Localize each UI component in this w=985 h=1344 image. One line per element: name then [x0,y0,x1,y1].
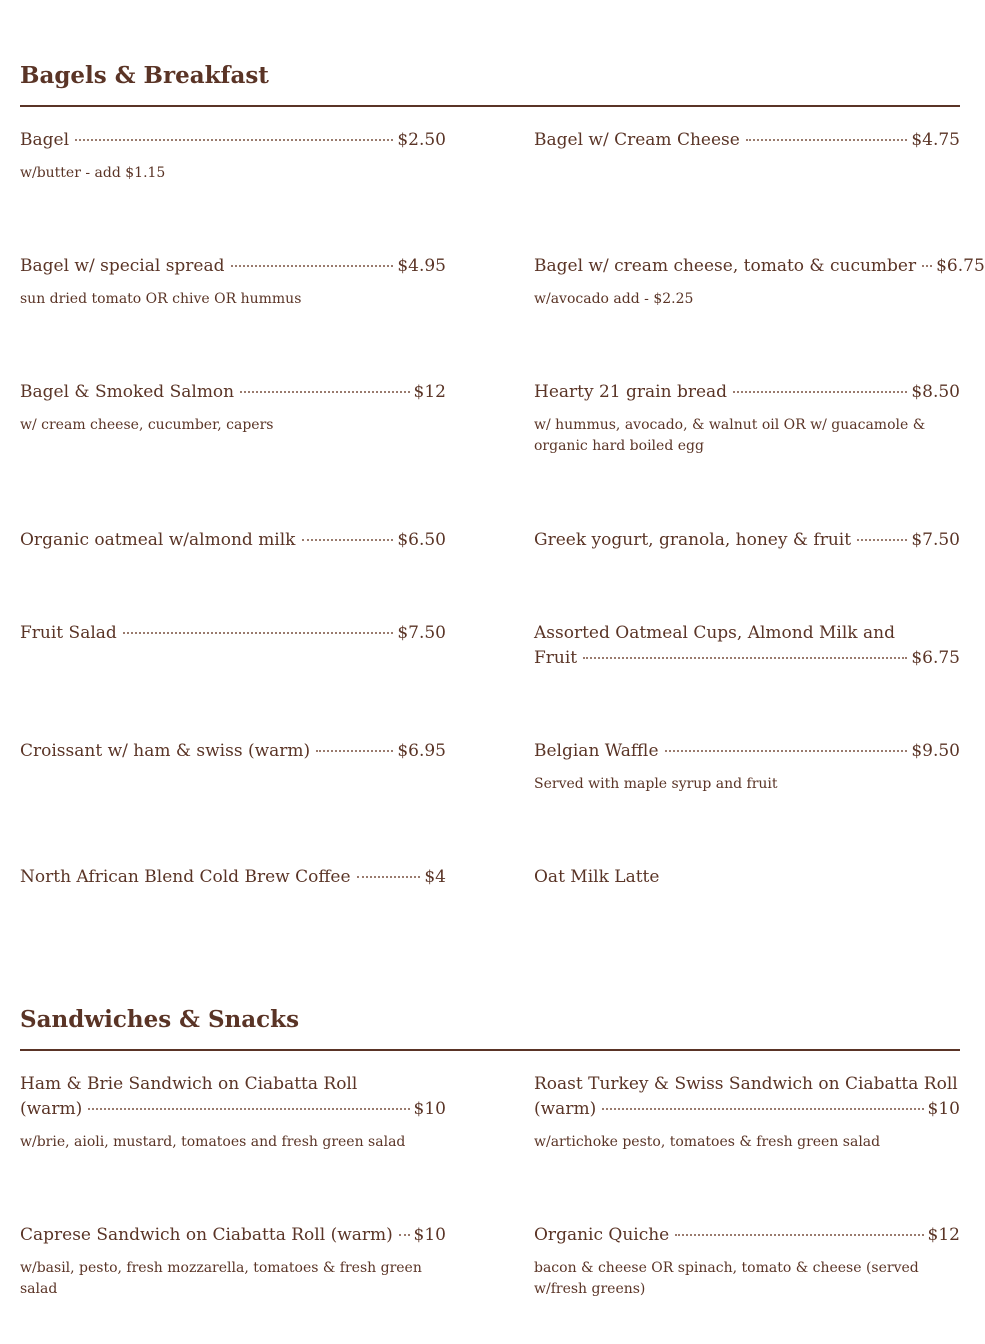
section-title-bagels-breakfast: Bagels & Breakfast [20,62,269,89]
item-name-line1: Ham & Brie Sandwich on Ciabatta Roll [20,1074,358,1094]
item-price: $6.95 [397,741,446,761]
item-description: bacon & cheese OR spinach, tomato & cheese (served w/fresh greens) [534,1260,919,1297]
item-description: w/brie, aioli, mustard, tomatoes and fresh green salad [20,1134,406,1150]
item-price: $4 [424,867,446,887]
menu-item [20,254,446,310]
item-name: Fruit Salad [20,623,117,643]
item-price: $6.75 [911,648,960,668]
item-name: Bagel w/ cream cheese, tomato & cucumber [534,256,917,276]
item-price: $4.75 [911,130,960,150]
item-price: $2.50 [397,130,446,150]
item-name: Hearty 21 grain bread [534,382,728,402]
item-price: $6.75 [936,256,985,276]
menu-item [534,380,960,457]
leader-dots [857,539,907,541]
menu-item [20,621,446,646]
menu-item [534,254,985,310]
item-price: $7.50 [397,623,446,643]
item-price: $4.95 [397,256,446,276]
leader-dots [88,1108,409,1110]
section-title-sandwiches-snacks: Sandwiches & Snacks [20,1006,300,1033]
item-price: $7.50 [911,530,960,550]
item-name: Organic Quiche [534,1225,670,1245]
item-name-line1: Assorted Oatmeal Cups, Almond Milk and [534,623,895,643]
leader-dots [665,750,908,752]
leader-dots [123,632,394,634]
leader-dots [746,139,908,141]
item-price: $10 [927,1099,960,1119]
item-price: $10 [413,1225,446,1245]
item-name: Croissant w/ ham & swiss (warm) [20,741,311,761]
item-name: Caprese Sandwich on Ciabatta Roll (warm) [20,1225,393,1245]
leader-dots [231,265,394,267]
leader-dots [316,750,393,752]
leader-dots [75,139,393,141]
section-divider [20,1049,960,1051]
menu-item [20,865,446,890]
menu-item [534,1223,960,1300]
leader-dots [583,657,907,659]
menu-item [20,380,446,436]
item-description: w/basil, pesto, fresh mozzarella, tomatoes & fresh green salad [20,1260,422,1297]
item-name: Greek yogurt, granola, honey & fruit [534,530,852,550]
item-description: w/ hummus, avocado, & walnut oil OR w/ guacamole & organic hard boiled egg [534,417,926,454]
item-name: (warm) [534,1099,597,1119]
menu-item [20,1223,446,1300]
item-name: Bagel w/ special spread [20,256,225,276]
item-name: Organic oatmeal w/almond milk [20,530,296,550]
item-description: w/butter - add $1.15 [20,165,166,181]
item-name-line1: Roast Turkey & Swiss Sandwich on Ciabatta Roll [534,1074,958,1094]
menu-item [20,739,446,764]
menu-item [534,739,960,795]
leader-dots [602,1108,923,1110]
item-price: $9.50 [911,741,960,761]
item-name: Fruit [534,648,578,668]
item-name: Bagel w/ Cream Cheese [534,130,740,150]
leader-dots [733,391,907,393]
item-price: $8.50 [911,382,960,402]
item-price: $12 [413,382,446,402]
item-price: $12 [927,1225,960,1245]
menu-item [20,1072,446,1153]
item-name: North African Blend Cold Brew Coffee [20,867,351,887]
item-name: Belgian Waffle [534,741,659,761]
leader-dots [302,539,394,541]
menu-item [534,128,960,153]
section-divider [20,105,960,107]
menu-item [534,528,960,553]
leader-dots [922,265,932,267]
item-description: sun dried tomato OR chive OR hummus [20,291,302,307]
item-description: w/avocado add - $2.25 [534,291,694,307]
leader-dots [399,1234,410,1236]
leader-dots [240,391,409,393]
leader-dots [357,876,421,878]
menu-item [534,1072,960,1153]
item-price: $10 [413,1099,446,1119]
item-description: w/ cream cheese, cucumber, capers [20,417,274,433]
item-price: $6.50 [397,530,446,550]
item-name: Bagel & Smoked Salmon [20,382,235,402]
menu-item [534,621,960,671]
leader-dots [675,1234,923,1236]
item-description: w/artichoke pesto, tomatoes & fresh green salad [534,1134,881,1150]
item-name: (warm) [20,1099,83,1119]
menu-item [534,865,960,890]
menu-item [20,528,446,553]
item-description: Served with maple syrup and fruit [534,776,778,792]
item-name: Bagel [20,130,70,150]
item-name: Oat Milk Latte [534,867,660,887]
menu-item [20,128,446,184]
